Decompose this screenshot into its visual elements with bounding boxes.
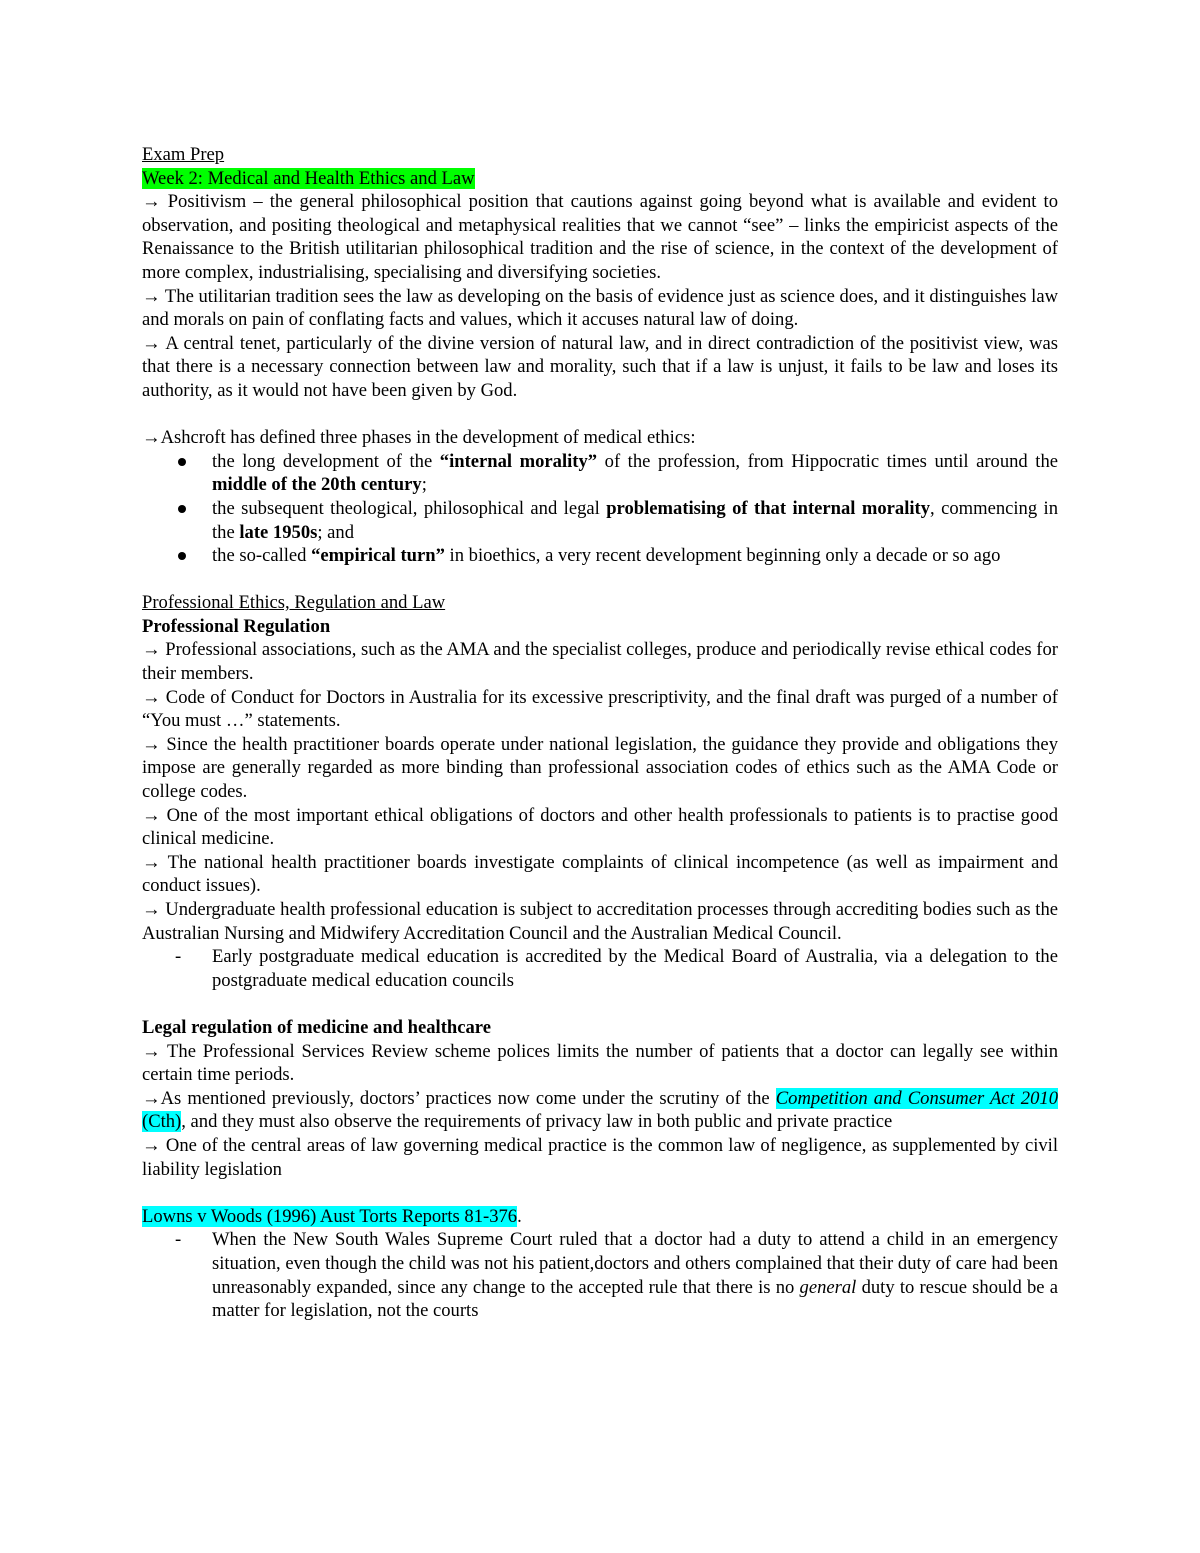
paragraph-ashcroft <box>142 426 1058 450</box>
paragraph-text: The utilitarian tradition sees the law as developing on the basis of evidence just as science does, and it distinguishes law and morals on pain of conflating facts and values, which it accuses natural law of doing. <box>142 285 1058 331</box>
subitem-text: Early postgraduate medical education is accredited by the Medical Board of Australia, via a delegation to the postgraduate medical education councils <box>212 946 1058 991</box>
arrow-glyph: → <box>142 1087 161 1109</box>
blank-line <box>142 1181 1058 1205</box>
legal-text: One of the central areas of law governing medical practice is the common law of negligence, as supplemented by civil liability legislation <box>142 1134 1058 1180</box>
act-title: Competition and Consumer Act 2010 <box>775 1087 1058 1109</box>
regulation-item <box>142 804 1058 851</box>
regulation-text: One of the most important ethical obligations of doctors and other health professionals to patients is to practise good clinical medicine. <box>142 804 1058 850</box>
subheading-text: Professional Regulation <box>142 615 331 637</box>
regulation-text: Since the health practitioner boards operate under national legislation, the guidance they provide and obligations they impose are generally regarded as more binding than professional association codes of ethics such as the AMA Code or college codes. <box>142 733 1058 803</box>
arrow-glyph: → <box>142 427 161 449</box>
phase-text: the subsequent theological, philosophical and legal <box>212 497 607 519</box>
legal-text: As mentioned previously, doctors’ practices now come under the scrutiny of the <box>160 1087 776 1109</box>
paragraph-text: A central tenet, particularly of the divine version of natural law, and in direct contradiction of the positivist view, was that there is a necessary connection between law and morality, such that if a law is unjust, it fails to be law and loses its authority, as it would not have been given by God. <box>142 332 1058 401</box>
case-emphasis: general <box>799 1276 857 1298</box>
case-text: duty to rescue should be a matter for legislation, not the courts <box>212 1276 1058 1322</box>
dash-glyph: - <box>175 1229 182 1251</box>
section-title: Professional Ethics, Regulation and Law <box>142 592 446 614</box>
regulation-item <box>142 898 1058 945</box>
phase-bold: middle of the 20th century <box>212 474 422 496</box>
paragraph-text: Positivism – the general philosophical position that cautions against going beyond what is available and evident to observation, and positing theological and metaphysical realities that we cannot “see” – links the empiricist aspects of the Renaissance to the British utilitarian philosophical tradition and the rise of science, in the context of the development of more complex, industrialising, specialising and diversifying societies. <box>142 191 1058 283</box>
regulation-text: Undergraduate health professional education is subject to accreditation processes through accrediting bodies such as the Australian Nursing and Midwifery Accreditation Council and the Australian Medical Council. <box>142 899 1058 944</box>
subheading-professional-regulation <box>142 615 1058 639</box>
legal-item <box>142 1087 1058 1134</box>
regulation-sublist <box>142 945 1058 992</box>
blank-line <box>142 568 1058 592</box>
dash-glyph: - <box>175 946 182 968</box>
document-page <box>142 143 1058 1323</box>
case-text: When the New South Wales Supreme Court ruled that a doctor had a duty to attend a child in an emergency situation, even though the child was not his patient,doctors and others complained that their duty of care had been unreasonably expanded, since any change to the accepted rule that there is no <box>212 1229 1058 1298</box>
arrow-glyph: → <box>142 1040 161 1062</box>
arrow-glyph: → <box>142 733 161 755</box>
regulation-item <box>142 638 1058 685</box>
arrow-glyph: → <box>142 1134 161 1156</box>
regulation-subitem <box>142 945 1058 992</box>
legal-item <box>142 1134 1058 1181</box>
phase-item <box>142 544 1058 568</box>
arrow-glyph: → <box>142 686 161 708</box>
arrow-glyph: → <box>142 899 161 920</box>
bullet-icon <box>178 458 186 466</box>
arrow-glyph: → <box>142 191 161 213</box>
doc-title: Exam Prep <box>142 144 225 165</box>
subheading-text: Legal regulation of medicine and healthcare <box>142 1016 491 1038</box>
case-item <box>142 1228 1058 1322</box>
phase-text: ; and <box>317 521 355 543</box>
phases-list <box>142 450 1058 568</box>
phase-text: in bioethics, a very recent development beginning only a decade or so ago <box>444 545 1001 567</box>
arrow-glyph: → <box>142 285 161 307</box>
phase-text: , commencing in the <box>212 497 1058 543</box>
regulation-item <box>142 851 1058 898</box>
regulation-text: Professional associations, such as the AMA and the specialist colleges, produce and periodically revise ethical codes for their members. <box>142 639 1058 685</box>
bullet-icon <box>178 505 186 513</box>
phase-bold: late 1950s <box>239 521 318 543</box>
blank-line <box>142 403 1058 427</box>
arrow-glyph: → <box>142 804 161 826</box>
regulation-item <box>142 686 1058 733</box>
phase-text: ; <box>421 474 427 496</box>
phase-item <box>142 450 1058 497</box>
phase-bold: “internal morality” <box>439 450 598 472</box>
phase-item <box>142 497 1058 544</box>
arrow-glyph: → <box>142 332 161 354</box>
arrow-glyph: → <box>142 639 161 661</box>
paragraph-utilitarian <box>142 285 1058 332</box>
paragraph-text: Ashcroft has defined three phases in the development of medical ethics: <box>160 427 696 449</box>
phase-text: the so-called <box>212 545 312 567</box>
case-list <box>142 1228 1058 1322</box>
phase-bold: “empirical turn” <box>311 545 445 567</box>
legal-text: The Professional Services Review scheme polices limits the number of patients that a doctor can legally see within certain time periods. <box>142 1040 1058 1086</box>
act-jurisdiction: (Cth) <box>142 1111 182 1133</box>
paragraph-natural-law <box>142 332 1058 403</box>
case-citation-end: . <box>517 1205 522 1227</box>
case-citation <box>142 1205 1058 1229</box>
week-heading-text: Week 2: Medical and Health Ethics and Law <box>142 167 475 189</box>
week-heading <box>142 167 1058 191</box>
paragraph-positivism <box>142 190 1058 284</box>
case-citation-text: Lowns v Woods (1996) Aust Torts Reports 81-376 <box>142 1205 518 1227</box>
blank-line <box>142 992 1058 1016</box>
regulation-text: The national health practitioner boards investigate complaints of clinical incompetence (as well as impairment and conduct issues). <box>142 851 1058 897</box>
legal-item <box>142 1040 1058 1087</box>
legal-text: , and they must also observe the requirements of privacy law in both public and private practice <box>181 1111 893 1133</box>
phase-text: the long development of the <box>212 450 440 472</box>
regulation-text: Code of Conduct for Doctors in Australia for its excessive prescriptivity, and the final draft was purged of a number of “You must …” statements. <box>142 686 1058 732</box>
regulation-item <box>142 733 1058 804</box>
phase-bold: problematising of that internal morality <box>606 497 931 519</box>
bullet-icon <box>178 552 186 560</box>
arrow-glyph: → <box>142 851 161 873</box>
subheading-legal-regulation <box>142 1016 1058 1040</box>
phase-text: of the profession, from Hippocratic times until around the <box>597 450 1058 472</box>
